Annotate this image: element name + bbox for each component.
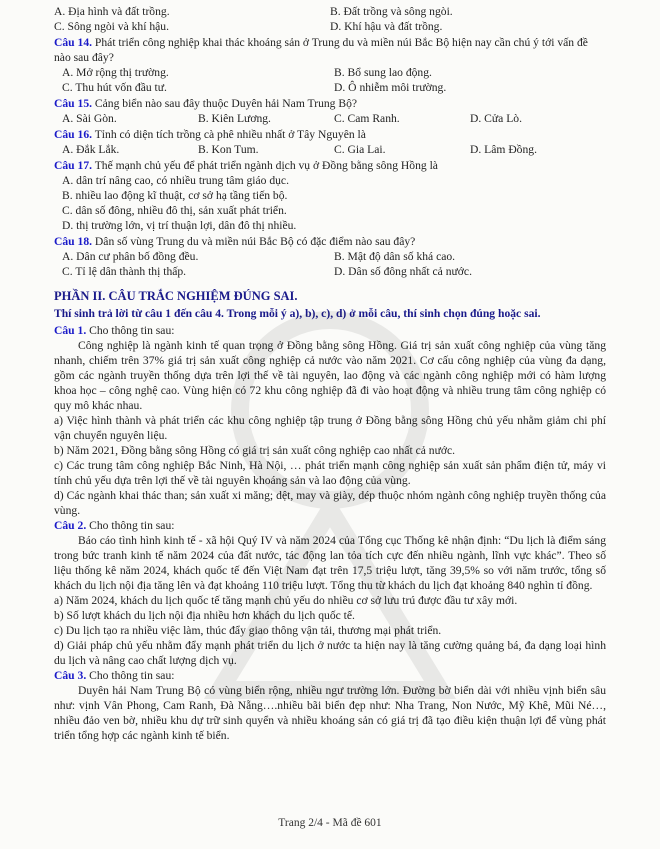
option-b: B. nhiều lao động kĩ thuật, cơ sở hạ tầng tiến bộ.: [62, 189, 288, 202]
question-16: [54, 127, 606, 142]
statement-c: c) Các trung tâm công nghiệp Bắc Ninh, Hà Nội, … phát triển mạnh công nghiệp sản xuất sản phẩm điện tử, máy vi tính chủ yếu dựa trên lợi thế về tài nguyên khoáng sản và lao động của vùng.: [54, 459, 606, 487]
option-d: D. Dân số đông nhất cả nước.: [334, 265, 472, 278]
option-a: A. Mở rộng thị trường.: [62, 66, 169, 79]
question-15: [54, 96, 606, 111]
part-2-instruction: Thí sinh trả lời từ câu 1 đến câu 4. Trong mỗi ý a), b), c), d) ở mỗi câu, thí sinh chọn đúng hoặc sai.: [54, 307, 541, 320]
question-text: Tỉnh có diện tích trồng cà phê nhiều nhất ở Tây Nguyên là: [94, 128, 366, 141]
part-2-title: PHẦN II. CÂU TRẮC NGHIỆM ĐÚNG SAI.: [54, 289, 298, 303]
info-paragraph: Duyên hải Nam Trung Bộ có vùng biển rộng, nhiều ngư trường lớn. Đường bờ biển dài với nhiều vịnh biển sâu như: vịnh Vân Phong, Cam Ranh, Đà Nẵng….nhiều bãi biển đẹp như: Nha Trang, Non Nước, Mỹ Khê, Mũi Né…, nhiều đảo ven bờ, nhiều khu dự trữ sinh quyển và nhiều khoáng sản có giá trị đã tạo điều kiện thuận lợi để vùng phát triển tổng hợp các ngành kinh tế biển.: [54, 684, 606, 742]
statement-d: d) Các ngành khai thác than; sản xuất xi măng; dệt, may và giày, dép thuộc nhóm ngành công nghiệp truyền thống của vùng.: [54, 489, 606, 517]
option-c: C. Cam Ranh.: [334, 112, 400, 125]
question-number: Câu 15.: [54, 97, 93, 110]
question-text: Thế mạnh chủ yếu để phát triển ngành dịch vụ ở Đồng bằng sông Hồng là: [94, 159, 438, 172]
tf-question-1: [54, 323, 606, 338]
q18-options-row-2: [54, 264, 606, 279]
statement-a: a) Năm 2024, khách du lịch quốc tế tăng mạnh chủ yếu do nhiều cơ sở lưu trú được đầu tư xây mới.: [54, 594, 518, 607]
option-d: D. Ô nhiễm môi trường.: [334, 81, 447, 94]
statement-b: b) Năm 2021, Đồng bằng sông Hồng có giá trị sản xuất công nghiệp cao nhất cả nước.: [54, 444, 456, 457]
q18-options-row-1: [54, 249, 606, 264]
option-b: B. Kon Tum.: [198, 143, 259, 156]
question-head: Cho thông tin sau:: [89, 519, 175, 532]
q16-options: [54, 142, 606, 157]
option-c: C. Thu hút vốn đầu tư.: [62, 81, 167, 94]
option-b: B. Đất trồng và sông ngòi.: [330, 5, 453, 18]
question-number: Câu 18.: [54, 235, 93, 248]
statement-d: d) Giải pháp chủ yếu nhằm đẩy mạnh phát triển du lịch ở nước ta hiện nay là tăng cường quảng bá, đa dạng loại hình du lịch và nâng cao chất lượng dịch vụ.: [54, 639, 606, 667]
option-b: B. Mật độ dân số khá cao.: [334, 250, 456, 263]
option-b: B. Kiên Lương.: [198, 112, 271, 125]
option-d: D. thị trường lớn, vị trí thuận lợi, dân đô thị nhiều.: [62, 219, 297, 232]
question-18: [54, 234, 606, 249]
statement-b: b) Số lượt khách du lịch nội địa nhiều hơn khách du lịch quốc tế.: [54, 609, 355, 622]
option-a: A. dân trí nâng cao, có nhiều trung tâm giáo dục.: [62, 174, 289, 187]
option-c: C. Tỉ lệ dân thành thị thấp.: [62, 265, 187, 278]
option-b: B. Bổ sung lao động.: [334, 66, 432, 79]
q15-options: [54, 111, 606, 126]
question-14: [54, 35, 606, 65]
question-number: Câu 3.: [54, 669, 87, 682]
question-text: Cảng biển nào sau đây thuộc Duyên hải Nam Trung Bộ?: [94, 97, 358, 110]
option-a: A. Sài Gòn.: [62, 112, 117, 125]
question-number: Câu 2.: [54, 519, 87, 532]
option-a: A. Đắk Lắk.: [62, 143, 120, 156]
question-number: Câu 17.: [54, 159, 93, 172]
statement-a: a) Việc hình thành và phát triển các khu công nghiệp tập trung ở Đồng bằng sông Hồng chủ yếu nhằm giảm chi phí vận chuyển nguyên liệu.: [54, 414, 606, 442]
question-17: [54, 158, 606, 173]
tf-question-3: [54, 668, 606, 683]
info-paragraph: Công nghiệp là ngành kinh tế quan trọng ở Đồng bằng sông Hồng. Giá trị sản xuất công nghiệp của vùng tăng nhanh, chiếm trên 37% giá trị sản xuất công nghiệp cả nước vào năm 2021. Cơ cấu công nghiệp của vùng đa dạng, gồm các ngành truyền thống dựa trên lợi thế về tài nguyên, lao động và các ngành công nghiệp mới có hàm lượng khoa học – công nghệ cao. Vùng hiện có 72 khu công nghiệp đã đi vào hoạt động và nhiều trung tâm công nghiệp có quy mô khác nhau.: [54, 339, 606, 412]
option-d: D. Khí hậu và đất trồng.: [330, 20, 443, 33]
option-c: C. Sông ngòi và khí hậu.: [54, 20, 169, 33]
top-options-row-1: [54, 4, 606, 19]
question-head: Cho thông tin sau:: [89, 324, 175, 337]
statement-c: c) Du lịch tạo ra nhiều việc làm, thúc đẩy giao thông vận tải, thương mại phát triển.: [54, 624, 442, 637]
tf-question-2: [54, 518, 606, 533]
question-text: Phát triển công nghiệp khai thác khoáng sản ở Trung du và miền núi Bắc Bộ hiện nay cần chú ý tới vấn đề nào sau đây?: [54, 36, 588, 64]
question-number: Câu 14.: [54, 36, 93, 49]
option-a: A. Địa hình và đất trồng.: [54, 5, 170, 18]
top-options-row-2: [54, 19, 606, 34]
q14-options-row-2: [54, 80, 606, 95]
option-c: C. dân số đông, nhiều đô thị, sản xuất phát triển.: [62, 204, 287, 217]
question-number: Câu 1.: [54, 324, 87, 337]
question-head: Cho thông tin sau:: [89, 669, 175, 682]
option-d: D. Lâm Đồng.: [470, 143, 537, 156]
option-c: C. Gia Lai.: [334, 143, 386, 156]
q14-options-row-1: [54, 65, 606, 80]
option-a: A. Dân cư phân bố đồng đều.: [62, 250, 199, 263]
question-text: Dân số vùng Trung du và miền núi Bắc Bộ có đặc điểm nào sau đây?: [94, 235, 416, 248]
info-paragraph: Báo cáo tình hình kinh tế - xã hội Quý IV và năm 2024 của Tổng cục Thống kê nhận định: “Du lịch là điểm sáng trong bức tranh kinh tế năm 2024 của đất nước, tác động lan tỏa tích cực đến nhiều ngành, lĩnh vực khác”. Theo số liệu thống kê năm 2024, khách quốc tế đến Việt Nam đạt trên 17,5 triệu lượt, tăng 39,5% so với năm trước, tổng số khách du lịch nội địa tăng lên và đạt khoảng 110 triệu lượt. Tổng thu từ khách du lịch đạt khoảng 840 nghìn tỉ đồng.: [54, 534, 606, 592]
page-footer: Trang 2/4 - Mã đề 601: [278, 817, 382, 829]
question-number: Câu 16.: [54, 128, 93, 141]
option-d: D. Cửa Lò.: [470, 112, 523, 125]
